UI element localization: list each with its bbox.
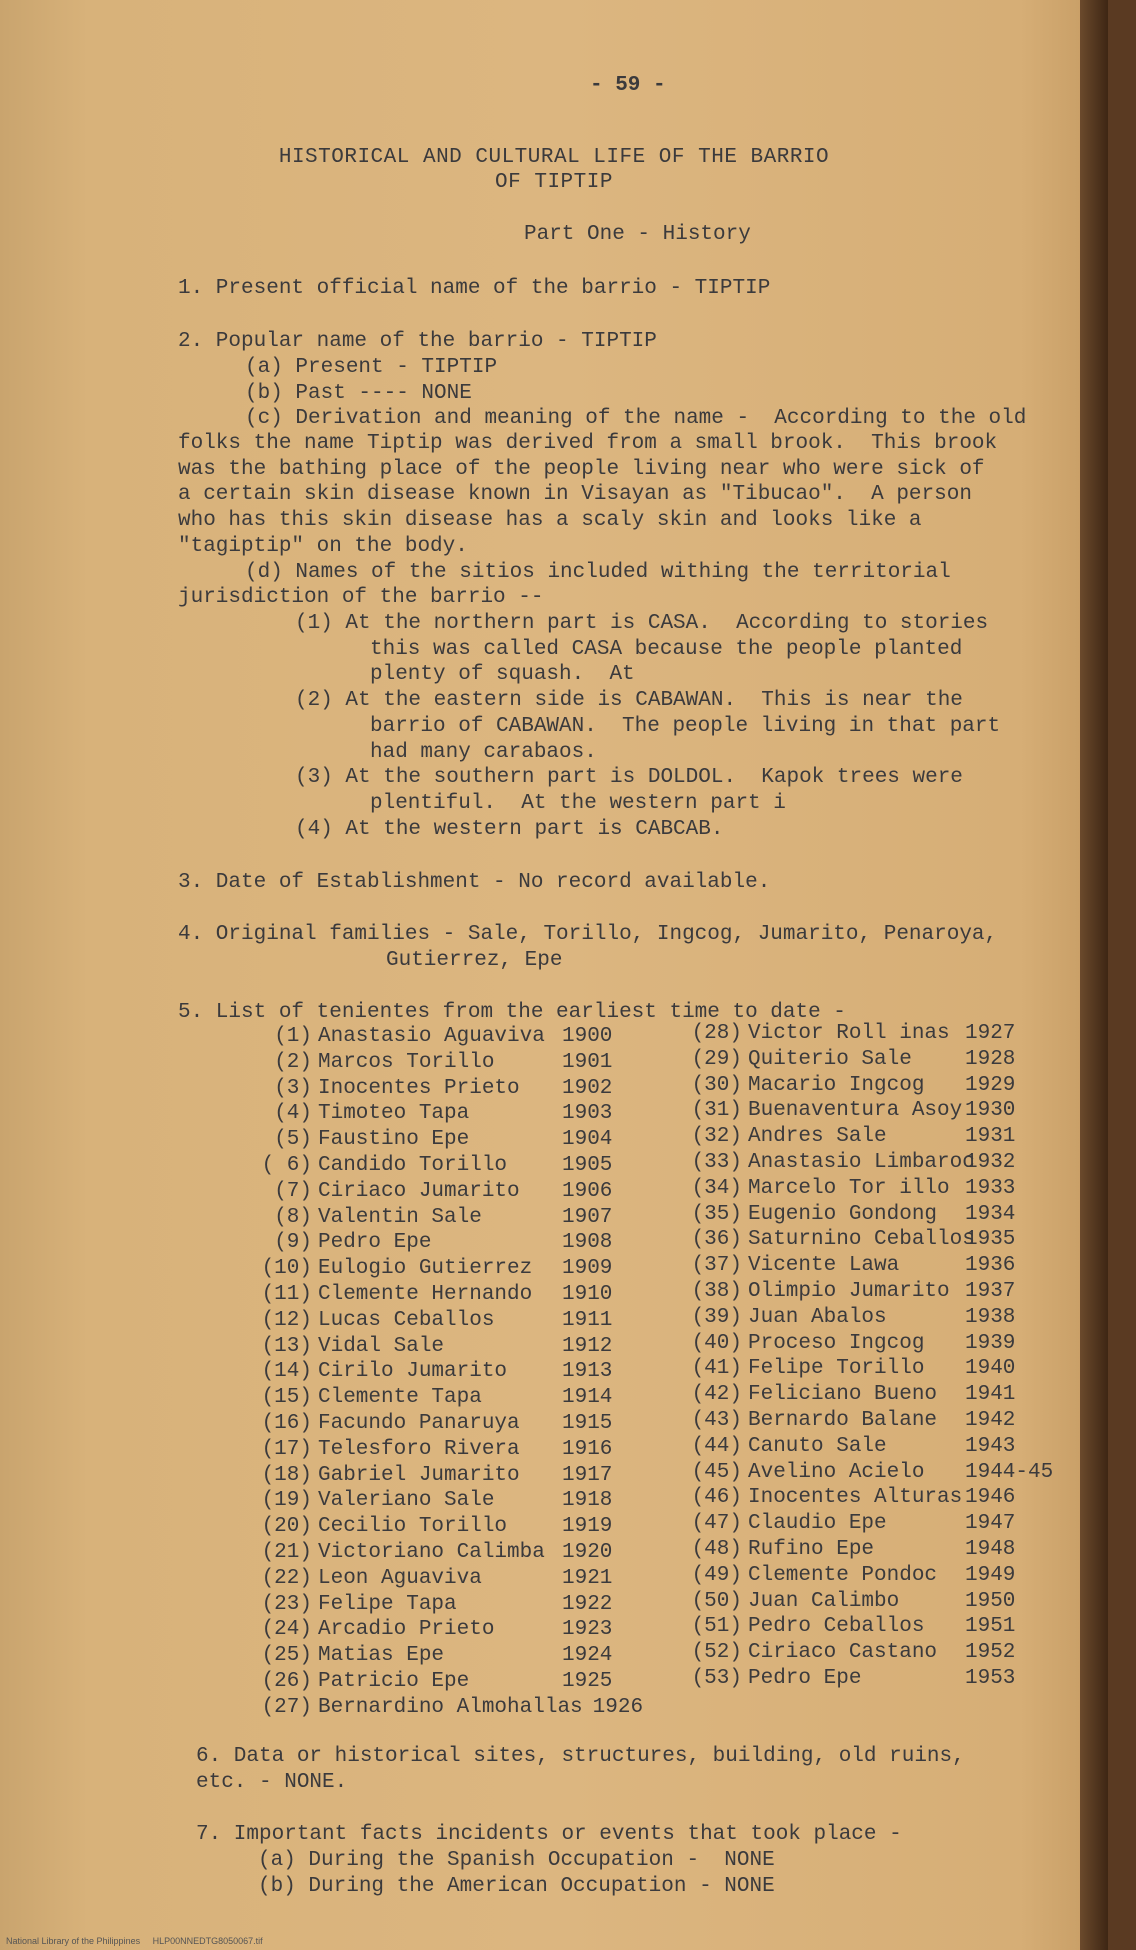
teniente-name: Quiterio Sale xyxy=(748,1047,912,1071)
teniente-name: Patricio Epe xyxy=(318,1669,470,1693)
teniente-number: (44) xyxy=(691,1434,742,1458)
teniente-name: Victor Roll inas xyxy=(748,1022,950,1045)
teniente-year: 1938 xyxy=(965,1305,1016,1329)
teniente-row xyxy=(250,1283,643,1309)
teniente-name: Feliciano Bueno xyxy=(748,1383,938,1407)
page-number: - 59 - xyxy=(590,74,666,97)
teniente-row xyxy=(680,1150,1016,1177)
teniente-number: (49) xyxy=(691,1563,742,1587)
page-title-line1: HISTORICAL AND CULTURAL LIFE OF THE BARRIO xyxy=(278,146,830,169)
teniente-number: (16) xyxy=(261,1411,312,1435)
teniente-name: Pedro Epe xyxy=(318,1231,432,1255)
teniente-year: 1907 xyxy=(562,1205,613,1229)
teniente-year: 1951 xyxy=(965,1615,1016,1639)
sitio-3-line: plentiful. At the western part i xyxy=(370,792,786,815)
item-2d-line: jurisdiction of the barrio -- xyxy=(178,586,544,609)
teniente-row xyxy=(680,1408,1016,1435)
teniente-year: 1926 xyxy=(592,1695,644,1719)
teniente-name: Facundo Panaruya xyxy=(318,1411,520,1435)
page-binding-edge xyxy=(1080,0,1108,1950)
teniente-number: (11) xyxy=(261,1282,312,1306)
tenientes-list-left xyxy=(250,1025,643,1722)
teniente-number: (47) xyxy=(691,1512,742,1536)
teniente-year: 1920 xyxy=(562,1540,613,1564)
teniente-number: (21) xyxy=(261,1540,312,1564)
teniente-name: Andres Sale xyxy=(748,1125,887,1149)
teniente-number: (33) xyxy=(691,1150,742,1174)
teniente-row xyxy=(680,1357,1016,1383)
teniente-year: 1930 xyxy=(965,1099,1016,1123)
teniente-row xyxy=(680,1383,1016,1409)
teniente-year: 1915 xyxy=(562,1411,613,1435)
teniente-year: 1924 xyxy=(562,1644,613,1668)
teniente-name: Timoteo Tapa xyxy=(318,1102,470,1126)
teniente-row xyxy=(250,1438,643,1464)
teniente-name: Ciriaco Castano xyxy=(748,1641,938,1665)
teniente-row xyxy=(250,1696,643,1722)
teniente-name: Clemente Tapa xyxy=(318,1386,482,1410)
teniente-name: Anastasio Limbaroc xyxy=(748,1150,975,1174)
teniente-row xyxy=(680,1563,1016,1590)
teniente-year: 1940 xyxy=(965,1357,1016,1381)
teniente-row xyxy=(250,1670,643,1696)
teniente-row xyxy=(680,1047,1016,1074)
teniente-year: 1900 xyxy=(562,1025,613,1048)
teniente-number: (4) xyxy=(274,1102,312,1126)
item-7a: (a) During the Spanish Occupation - NONE xyxy=(258,1849,775,1872)
teniente-number: (1) xyxy=(274,1025,312,1048)
teniente-row xyxy=(680,1615,1016,1641)
teniente-row xyxy=(250,1593,643,1619)
item-2c-line: (c) Derivation and meaning of the name - According to the old xyxy=(245,407,1027,430)
teniente-name: Canuto Sale xyxy=(748,1434,887,1458)
teniente-row xyxy=(250,1206,643,1232)
teniente-row xyxy=(680,1254,1016,1280)
teniente-row xyxy=(680,1434,1016,1461)
sitio-4-line: (4) At the western part is CABCAB. xyxy=(295,818,724,841)
teniente-year: 1923 xyxy=(562,1618,613,1642)
teniente-row xyxy=(250,1515,643,1541)
teniente-number: (2) xyxy=(274,1050,312,1074)
teniente-name: Buenaventura Asoy xyxy=(748,1099,963,1123)
teniente-name: Victoriano Calimba xyxy=(318,1540,545,1564)
teniente-number: (51) xyxy=(691,1615,742,1639)
teniente-number: (39) xyxy=(691,1305,742,1329)
teniente-number: (13) xyxy=(261,1334,312,1358)
teniente-number: (32) xyxy=(691,1125,742,1149)
teniente-number: (26) xyxy=(261,1669,312,1693)
teniente-name: Inocentes Prieto xyxy=(318,1076,520,1100)
teniente-name: Saturnino Ceballos xyxy=(748,1228,975,1252)
teniente-year: 1931 xyxy=(965,1125,1016,1149)
sitio-2-line: had many carabaos. xyxy=(370,741,597,764)
teniente-year: 1925 xyxy=(562,1669,613,1693)
teniente-number: (24) xyxy=(261,1618,312,1642)
teniente-year: 1916 xyxy=(562,1437,613,1461)
teniente-row xyxy=(680,1331,1016,1358)
teniente-row xyxy=(680,1176,1016,1203)
teniente-year: 1909 xyxy=(562,1257,613,1281)
teniente-number: (18) xyxy=(261,1463,312,1487)
teniente-year: 1935 xyxy=(965,1228,1016,1252)
teniente-number: (20) xyxy=(261,1515,312,1539)
teniente-year: 1901 xyxy=(562,1050,613,1074)
teniente-number: (10) xyxy=(261,1257,312,1281)
teniente-year: 1947 xyxy=(965,1512,1016,1536)
teniente-year: 1939 xyxy=(965,1331,1016,1355)
teniente-number: (29) xyxy=(691,1047,742,1071)
teniente-year: 1946 xyxy=(965,1486,1016,1510)
teniente-name: Felipe Tapa xyxy=(318,1592,457,1616)
teniente-number: (5) xyxy=(274,1128,312,1152)
teniente-name: Cecilio Torillo xyxy=(318,1515,508,1539)
teniente-number: (8) xyxy=(274,1205,312,1229)
teniente-year: 1904 xyxy=(562,1128,613,1152)
teniente-number: (23) xyxy=(261,1592,312,1616)
teniente-number: (48) xyxy=(691,1537,742,1561)
teniente-row xyxy=(250,1360,643,1386)
teniente-number: (9) xyxy=(274,1231,312,1255)
teniente-year: 1911 xyxy=(562,1308,613,1332)
teniente-row xyxy=(250,1154,643,1180)
teniente-year: 1917 xyxy=(562,1463,613,1487)
teniente-number: (27) xyxy=(261,1695,312,1719)
teniente-name: Felipe Torillo xyxy=(748,1357,925,1381)
teniente-row xyxy=(250,1257,643,1283)
item-4-line: 4. Original families - Sale, Torillo, Ingcog, Jumarito, Penaroya, xyxy=(178,923,998,946)
teniente-year: 1913 xyxy=(562,1360,613,1384)
item-2d-line: (d) Names of the sitios included withing the territorial xyxy=(245,561,951,584)
teniente-name: Eulogio Gutierrez xyxy=(318,1257,533,1281)
teniente-number: (28) xyxy=(691,1022,742,1045)
teniente-name: Marcos Torillo xyxy=(318,1050,495,1074)
teniente-year: 1953 xyxy=(965,1666,1016,1690)
teniente-year: 1906 xyxy=(562,1179,613,1203)
sitio-1-line: this was called CASA because the people planted xyxy=(370,638,963,661)
teniente-number: (15) xyxy=(261,1386,312,1410)
teniente-row xyxy=(250,1386,643,1412)
teniente-year: 1932 xyxy=(965,1150,1016,1174)
teniente-year: 1934 xyxy=(965,1202,1016,1226)
teniente-year: 1918 xyxy=(562,1489,613,1513)
teniente-number: (12) xyxy=(261,1308,312,1332)
teniente-year: 1950 xyxy=(965,1589,1016,1613)
teniente-row xyxy=(680,1537,1016,1564)
teniente-number: (7) xyxy=(274,1179,312,1203)
item-5: 5. List of tenientes from the earliest time to date - xyxy=(178,1001,846,1024)
archive-footer: National Library of the Philippines HLP00NNEDTG8050067.tif xyxy=(6,1936,263,1946)
teniente-row xyxy=(250,1644,643,1670)
teniente-number: (46) xyxy=(691,1486,742,1510)
teniente-name: Proceso Ingcog xyxy=(748,1331,925,1355)
teniente-year: 1948 xyxy=(965,1537,1016,1561)
teniente-number: (50) xyxy=(691,1589,742,1613)
teniente-row xyxy=(680,1666,1016,1693)
teniente-name: Avelino Acielo xyxy=(748,1460,925,1484)
teniente-name: Arcadio Prieto xyxy=(318,1618,495,1642)
sitio-3-line: (3) At the southern part is DOLDOL. Kapok trees were xyxy=(295,766,963,789)
teniente-year: 1921 xyxy=(562,1566,613,1590)
teniente-name: Ciriaco Jumarito xyxy=(318,1179,520,1203)
teniente-year: 1943 xyxy=(965,1434,1016,1458)
teniente-row xyxy=(250,1567,643,1593)
teniente-row xyxy=(250,1025,643,1051)
teniente-row xyxy=(250,1541,643,1567)
teniente-row xyxy=(680,1073,1016,1100)
sitio-1-line: (1) At the northern part is CASA. According to stories xyxy=(295,612,989,635)
item-2c-line: was the bathing place of the people living near who were sick of xyxy=(178,458,985,481)
teniente-name: Pedro Ceballos xyxy=(748,1615,925,1639)
part-heading: Part One - History xyxy=(524,223,751,246)
teniente-name: Anastasio Aguaviva xyxy=(318,1025,545,1048)
sitio-2-line: barrio of CABAWAN. The people living in that part xyxy=(370,715,1001,738)
teniente-name: Matias Epe xyxy=(318,1644,445,1668)
teniente-number: (34) xyxy=(691,1176,742,1200)
page-title-line2: OF TIPTIP xyxy=(495,171,613,194)
teniente-row xyxy=(250,1102,643,1128)
teniente-row xyxy=(250,1618,643,1644)
teniente-number: (37) xyxy=(691,1254,742,1278)
item-6-line: 6. Data or historical sites, structures, building, old ruins, xyxy=(196,1745,965,1768)
teniente-name: Vidal Sale xyxy=(318,1334,445,1358)
teniente-year: 1910 xyxy=(562,1282,613,1306)
teniente-year: 1936 xyxy=(965,1254,1016,1278)
item-4-line: Gutierrez, Epe xyxy=(386,949,563,972)
teniente-year: 1927 xyxy=(965,1022,1016,1045)
teniente-name: Leon Aguaviva xyxy=(318,1566,482,1590)
teniente-number: (17) xyxy=(261,1437,312,1461)
teniente-name: Bernardino Almohallas xyxy=(318,1695,583,1719)
teniente-number: (3) xyxy=(274,1076,312,1100)
teniente-name: Macario Ingcog xyxy=(748,1073,925,1097)
teniente-name: Clemente Hernando xyxy=(318,1282,533,1306)
item-6-line: etc. - NONE. xyxy=(196,1771,348,1794)
teniente-year: 1941 xyxy=(965,1383,1016,1407)
item-2c-line: "tagiptip" on the body. xyxy=(178,535,468,558)
teniente-name: Olimpio Jumarito xyxy=(748,1279,950,1303)
item-3: 3. Date of Establishment - No record available. xyxy=(178,871,771,894)
teniente-row xyxy=(250,1128,643,1154)
teniente-row xyxy=(680,1099,1016,1125)
teniente-number: (35) xyxy=(691,1202,742,1226)
teniente-row xyxy=(680,1305,1016,1332)
teniente-year: 1905 xyxy=(562,1153,613,1177)
teniente-year: 1944-45 xyxy=(965,1460,1054,1484)
teniente-number: (42) xyxy=(691,1383,742,1407)
teniente-row xyxy=(680,1202,1016,1229)
teniente-row xyxy=(250,1231,643,1257)
teniente-row xyxy=(680,1460,1054,1487)
teniente-name: Claudio Epe xyxy=(748,1512,887,1536)
teniente-name: Vicente Lawa xyxy=(748,1254,900,1278)
teniente-year: 1937 xyxy=(965,1279,1016,1303)
teniente-year: 1902 xyxy=(562,1076,613,1100)
teniente-year: 1952 xyxy=(965,1641,1016,1665)
teniente-row xyxy=(680,1486,1016,1512)
teniente-row xyxy=(680,1512,1016,1538)
sitio-2-line: (2) At the eastern side is CABAWAN. This is near the xyxy=(295,689,963,712)
teniente-number: (40) xyxy=(691,1331,742,1355)
teniente-year: 1928 xyxy=(965,1047,1016,1071)
teniente-number: (45) xyxy=(691,1460,742,1484)
teniente-year: 1919 xyxy=(562,1515,613,1539)
teniente-name: Telesforo Rivera xyxy=(318,1437,520,1461)
teniente-number: (30) xyxy=(691,1073,742,1097)
teniente-year: 1922 xyxy=(562,1592,613,1616)
teniente-row xyxy=(680,1125,1016,1151)
teniente-number: (41) xyxy=(691,1357,742,1381)
teniente-row xyxy=(250,1309,643,1335)
teniente-name: Cirilo Jumarito xyxy=(318,1360,508,1384)
teniente-number: (38) xyxy=(691,1279,742,1303)
teniente-year: 1929 xyxy=(965,1073,1016,1097)
tenientes-list-right xyxy=(680,1022,1054,1693)
teniente-row xyxy=(250,1489,643,1515)
teniente-row xyxy=(250,1335,643,1361)
teniente-name: Rufino Epe xyxy=(748,1537,875,1561)
teniente-number: (43) xyxy=(691,1408,742,1432)
teniente-name: Bernardo Balane xyxy=(748,1408,938,1432)
teniente-row xyxy=(250,1180,643,1206)
teniente-number: (53) xyxy=(691,1666,742,1690)
teniente-name: Candido Torillo xyxy=(318,1153,508,1177)
teniente-number: ( 6) xyxy=(261,1153,312,1177)
teniente-row xyxy=(680,1641,1016,1667)
teniente-name: Marcelo Tor illo xyxy=(748,1176,950,1200)
teniente-year: 1903 xyxy=(562,1102,613,1126)
teniente-name: Clemente Pondoc xyxy=(748,1563,938,1587)
item-2a: (a) Present - TIPTIP xyxy=(245,356,498,379)
teniente-number: (25) xyxy=(261,1644,312,1668)
teniente-name: Eugenio Gondong xyxy=(748,1202,938,1226)
teniente-row xyxy=(680,1022,1016,1048)
teniente-year: 1908 xyxy=(562,1231,613,1255)
teniente-number: (19) xyxy=(261,1489,312,1513)
sitio-1-line: plenty of squash. At xyxy=(370,663,635,686)
teniente-year: 1914 xyxy=(562,1386,613,1410)
teniente-row xyxy=(250,1077,643,1103)
teniente-name: Valeriano Sale xyxy=(318,1489,495,1513)
teniente-name: Faustino Epe xyxy=(318,1128,470,1152)
item-2c-line: who has this skin disease has a scaly skin and looks like a xyxy=(178,509,922,532)
item-7b: (b) During the American Occupation - NONE xyxy=(258,1875,775,1898)
teniente-row xyxy=(250,1051,643,1077)
item-2: 2. Popular name of the barrio - TIPTIP xyxy=(178,330,657,353)
teniente-row xyxy=(250,1412,643,1438)
teniente-name: Juan Calimbo xyxy=(748,1589,900,1613)
teniente-year: 1912 xyxy=(562,1334,613,1358)
item-2b: (b) Past ---- NONE xyxy=(245,382,472,405)
teniente-name: Gabriel Jumarito xyxy=(318,1463,520,1487)
teniente-year: 1949 xyxy=(965,1563,1016,1587)
teniente-row xyxy=(680,1228,1016,1254)
teniente-name: Lucas Ceballos xyxy=(318,1308,495,1332)
teniente-row xyxy=(680,1279,1016,1306)
teniente-number: (36) xyxy=(691,1228,742,1252)
teniente-name: Pedro Epe xyxy=(748,1666,862,1690)
teniente-row xyxy=(680,1589,1016,1616)
teniente-number: (52) xyxy=(691,1641,742,1665)
item-2c-line: a certain skin disease known in Visayan as "Tibucao". A person xyxy=(178,483,972,506)
teniente-number: (22) xyxy=(261,1566,312,1590)
teniente-number: (14) xyxy=(261,1360,312,1384)
teniente-number: (31) xyxy=(691,1099,742,1123)
teniente-name: Inocentes Alturas xyxy=(748,1486,963,1510)
teniente-year: 1933 xyxy=(965,1176,1016,1200)
item-2c-line: folks the name Tiptip was derived from a small brook. This brook xyxy=(178,432,998,455)
teniente-row xyxy=(250,1464,643,1490)
teniente-name: Juan Abalos xyxy=(748,1305,887,1329)
teniente-name: Valentin Sale xyxy=(318,1205,482,1229)
teniente-year: 1942 xyxy=(965,1408,1016,1432)
item-1: 1. Present official name of the barrio - TIPTIP xyxy=(178,277,771,300)
item-7: 7. Important facts incidents or events that took place - xyxy=(196,1823,902,1846)
